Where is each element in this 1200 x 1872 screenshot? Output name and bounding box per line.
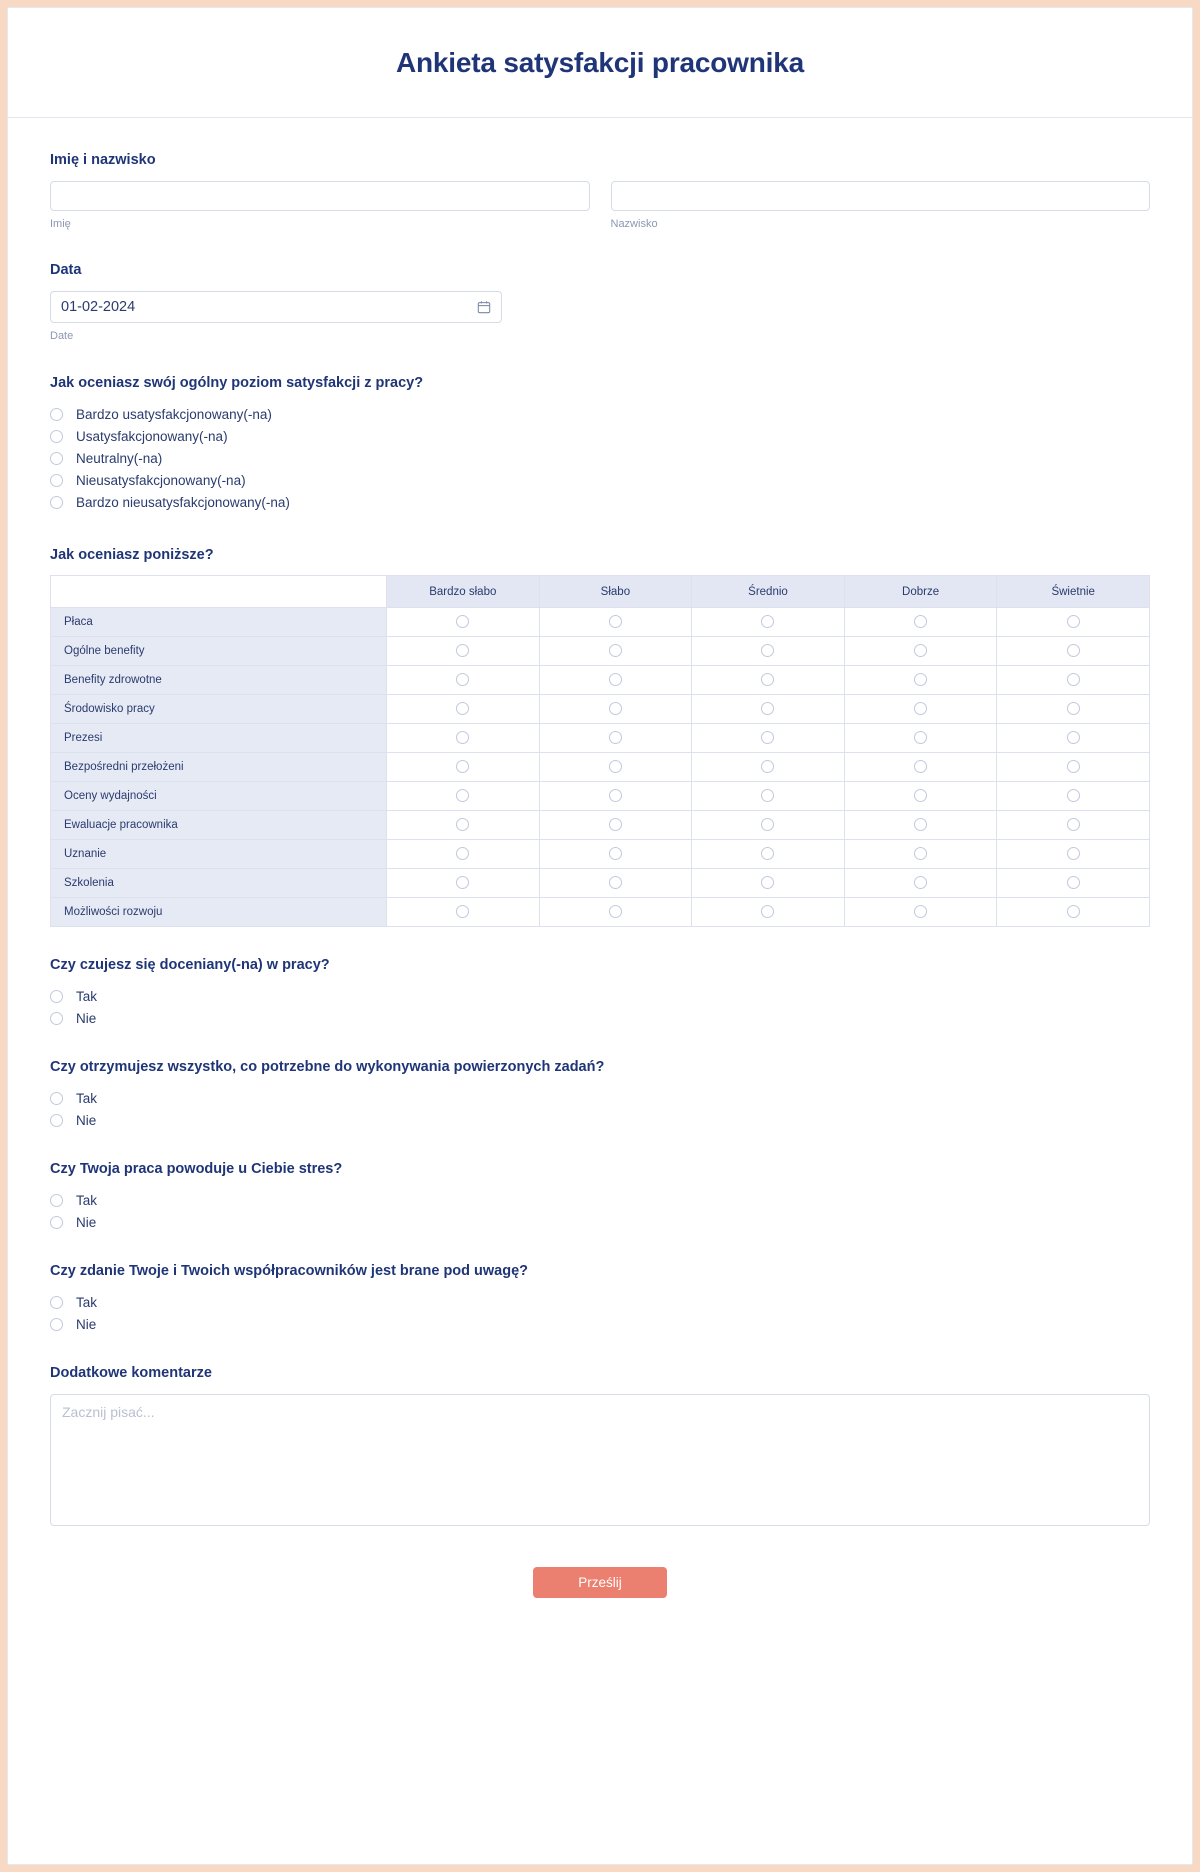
satisfaction-question (50, 375, 1150, 513)
matrix-cell-r7-c1[interactable] (539, 811, 692, 840)
matrix-cell-r3-c2[interactable] (692, 695, 845, 724)
submit-button[interactable]: Prześlij (533, 1567, 667, 1598)
matrix-cell-r8-c2[interactable] (692, 840, 845, 869)
yesno-option-label: Tak (76, 1294, 98, 1310)
matrix-cell-r2-c4[interactable] (997, 666, 1150, 695)
radio-icon[interactable] (914, 847, 927, 860)
radio-icon[interactable] (609, 644, 622, 657)
radio-icon[interactable] (914, 615, 927, 628)
radio-icon[interactable] (456, 673, 469, 686)
radio-icon[interactable] (1067, 847, 1080, 860)
matrix-cell-r6-c0[interactable] (387, 782, 540, 811)
survey-form-card (7, 7, 1193, 1865)
radio-icon[interactable] (914, 644, 927, 657)
calendar-icon[interactable] (477, 300, 491, 314)
matrix-cell-r0-c0[interactable] (387, 608, 540, 637)
matrix-cell-r2-c3[interactable] (844, 666, 997, 695)
matrix-row (51, 666, 1150, 695)
matrix-column-header: Słabo (539, 576, 692, 608)
yesno-questions-container (50, 957, 1150, 1335)
yesno-option-label: Nie (76, 1010, 97, 1026)
last-name-input[interactable] (611, 181, 1151, 211)
radio-icon[interactable] (50, 990, 63, 1003)
yesno-option-label: Nie (76, 1112, 97, 1128)
matrix-row (51, 869, 1150, 898)
matrix-column-header: Bardzo słabo (387, 576, 540, 608)
yesno-option-2-1[interactable] (50, 1211, 1150, 1233)
form-header (8, 8, 1192, 118)
matrix-cell-r0-c2[interactable] (692, 608, 845, 637)
matrix-row-label: Płaca (51, 608, 387, 637)
radio-icon[interactable] (50, 1318, 63, 1331)
matrix-cell-r5-c2[interactable] (692, 753, 845, 782)
matrix-row-label: Ewaluacje pracownika (51, 811, 387, 840)
matrix-cell-r1-c4[interactable] (997, 637, 1150, 666)
matrix-question-title: Jak oceniasz poniższe? (50, 547, 214, 563)
satisfaction-option-label: Nieusatysfakcjonowany(-na) (76, 472, 246, 488)
matrix-cell-r8-c3[interactable] (844, 840, 997, 869)
radio-icon[interactable] (50, 1194, 63, 1207)
matrix-cell-r1-c1[interactable] (539, 637, 692, 666)
matrix-cell-r10-c0[interactable] (387, 898, 540, 927)
radio-icon[interactable] (761, 905, 774, 918)
matrix-cell-r6-c2[interactable] (692, 782, 845, 811)
comments-textarea[interactable] (50, 1394, 1150, 1526)
date-helper: Date (50, 330, 74, 342)
radio-icon[interactable] (456, 760, 469, 773)
satisfaction-option-label: Neutralny(-na) (76, 450, 163, 466)
radio-icon[interactable] (456, 644, 469, 657)
matrix-cell-r7-c2[interactable] (692, 811, 845, 840)
matrix-cell-r7-c4[interactable] (997, 811, 1150, 840)
matrix-cell-r10-c1[interactable] (539, 898, 692, 927)
name-section-label: Imię i nazwisko (50, 152, 156, 168)
matrix-cell-r9-c1[interactable] (539, 869, 692, 898)
radio-icon[interactable] (609, 847, 622, 860)
matrix-cell-r4-c2[interactable] (692, 724, 845, 753)
radio-icon[interactable] (456, 702, 469, 715)
matrix-header-row (51, 576, 1150, 608)
radio-icon[interactable] (609, 673, 622, 686)
date-input[interactable] (50, 291, 502, 323)
radio-icon[interactable] (1067, 876, 1080, 889)
matrix-cell-r10-c2[interactable] (692, 898, 845, 927)
matrix-cell-r2-c0[interactable] (387, 666, 540, 695)
date-section (50, 262, 1150, 342)
matrix-row (51, 637, 1150, 666)
radio-icon[interactable] (609, 789, 622, 802)
first-name-input[interactable] (50, 181, 590, 211)
radio-icon[interactable] (50, 1012, 63, 1025)
matrix-row-label: Ogólne benefity (51, 637, 387, 666)
matrix-cell-r8-c0[interactable] (387, 840, 540, 869)
satisfaction-option-3[interactable] (50, 469, 1150, 491)
matrix-row-label: Szkolenia (51, 869, 387, 898)
rating-matrix-table (50, 575, 1150, 927)
radio-icon[interactable] (914, 876, 927, 889)
matrix-column-header: Średnio (692, 576, 845, 608)
radio-icon[interactable] (1067, 673, 1080, 686)
name-inputs-row (50, 181, 1150, 230)
yesno-option-0-1[interactable] (50, 1007, 1150, 1029)
matrix-cell-r7-c3[interactable] (844, 811, 997, 840)
radio-icon[interactable] (761, 818, 774, 831)
radio-icon[interactable] (609, 702, 622, 715)
radio-icon[interactable] (914, 818, 927, 831)
radio-icon[interactable] (50, 1296, 63, 1309)
radio-icon[interactable] (914, 760, 927, 773)
comments-section (50, 1365, 1150, 1531)
matrix-cell-r10-c4[interactable] (997, 898, 1150, 927)
matrix-row-label: Prezesi (51, 724, 387, 753)
radio-icon[interactable] (609, 760, 622, 773)
matrix-cell-r2-c2[interactable] (692, 666, 845, 695)
yesno-option-label: Nie (76, 1214, 97, 1230)
radio-icon[interactable] (761, 789, 774, 802)
yesno-question-1 (50, 1059, 1150, 1131)
radio-icon[interactable] (761, 702, 774, 715)
matrix-cell-r3-c3[interactable] (844, 695, 997, 724)
yesno-option-3-0[interactable] (50, 1291, 1150, 1313)
matrix-cell-r8-c4[interactable] (997, 840, 1150, 869)
matrix-row (51, 608, 1150, 637)
radio-icon[interactable] (609, 731, 622, 744)
satisfaction-question-title: Jak oceniasz swój ogólny poziom satysfakcji z pracy? (50, 375, 424, 391)
yesno-question-3 (50, 1263, 1150, 1335)
matrix-row-label: Środowisko pracy (51, 695, 387, 724)
matrix-row-label: Benefity zdrowotne (51, 666, 387, 695)
page-title: Ankieta satysfakcji pracownika (396, 46, 804, 78)
yesno-question-title: Czy otrzymujesz wszystko, co potrzebne do wykonywania powierzonych zadań? (50, 1059, 605, 1075)
yesno-question-title: Czy czujesz się doceniany(-na) w pracy? (50, 957, 330, 973)
radio-icon[interactable] (456, 789, 469, 802)
first-name-helper: Imię (50, 218, 71, 230)
last-name-group (611, 181, 1151, 230)
yesno-option-label: Tak (76, 1090, 98, 1106)
submit-row (50, 1567, 1150, 1598)
radio-icon[interactable] (456, 731, 469, 744)
radio-icon[interactable] (761, 847, 774, 860)
matrix-cell-r5-c0[interactable] (387, 753, 540, 782)
comments-label: Dodatkowe komentarze (50, 1365, 212, 1381)
radio-icon[interactable] (761, 760, 774, 773)
matrix-cell-r4-c0[interactable] (387, 724, 540, 753)
yesno-option-3-1[interactable] (50, 1313, 1150, 1335)
matrix-cell-r9-c3[interactable] (844, 869, 997, 898)
matrix-cell-r5-c3[interactable] (844, 753, 997, 782)
radio-icon[interactable] (1067, 818, 1080, 831)
matrix-cell-r0-c3[interactable] (844, 608, 997, 637)
matrix-cell-r9-c2[interactable] (692, 869, 845, 898)
radio-icon[interactable] (1067, 702, 1080, 715)
matrix-row-label: Uznanie (51, 840, 387, 869)
radio-icon[interactable] (761, 615, 774, 628)
matrix-cell-r10-c3[interactable] (844, 898, 997, 927)
satisfaction-option-0[interactable] (50, 403, 1150, 425)
radio-icon[interactable] (1067, 615, 1080, 628)
radio-icon[interactable] (761, 644, 774, 657)
matrix-row (51, 898, 1150, 927)
matrix-cell-r5-c4[interactable] (997, 753, 1150, 782)
matrix-cell-r1-c0[interactable] (387, 637, 540, 666)
radio-icon[interactable] (1067, 789, 1080, 802)
yesno-option-label: Nie (76, 1316, 97, 1332)
radio-icon[interactable] (456, 818, 469, 831)
yesno-question-title: Czy Twoja praca powoduje u Ciebie stres? (50, 1161, 343, 1177)
radio-icon[interactable] (50, 1216, 63, 1229)
matrix-cell-r0-c4[interactable] (997, 608, 1150, 637)
matrix-row (51, 811, 1150, 840)
matrix-cell-r2-c1[interactable] (539, 666, 692, 695)
radio-icon[interactable] (50, 408, 63, 421)
matrix-row (51, 724, 1150, 753)
matrix-cell-r5-c1[interactable] (539, 753, 692, 782)
matrix-cell-r9-c0[interactable] (387, 869, 540, 898)
date-section-label: Data (50, 262, 82, 278)
radio-icon[interactable] (609, 818, 622, 831)
yesno-question-2 (50, 1161, 1150, 1233)
yesno-option-2-0[interactable] (50, 1189, 1150, 1211)
radio-icon[interactable] (1067, 760, 1080, 773)
matrix-column-header: Dobrze (844, 576, 997, 608)
yesno-option-1-0[interactable] (50, 1087, 1150, 1109)
yesno-option-label: Tak (76, 1192, 98, 1208)
radio-icon[interactable] (1067, 731, 1080, 744)
matrix-cell-r7-c0[interactable] (387, 811, 540, 840)
yesno-option-0-0[interactable] (50, 985, 1150, 1007)
form-body (8, 118, 1192, 1598)
matrix-cell-r0-c1[interactable] (539, 608, 692, 637)
radio-icon[interactable] (914, 789, 927, 802)
matrix-corner-cell (51, 576, 387, 608)
date-input-wrapper (50, 291, 502, 323)
radio-icon[interactable] (456, 847, 469, 860)
radio-icon[interactable] (761, 876, 774, 889)
matrix-question (50, 547, 1150, 927)
radio-icon[interactable] (761, 673, 774, 686)
radio-icon[interactable] (914, 673, 927, 686)
radio-icon[interactable] (50, 1092, 63, 1105)
matrix-cell-r8-c1[interactable] (539, 840, 692, 869)
matrix-cell-r4-c3[interactable] (844, 724, 997, 753)
radio-icon[interactable] (1067, 644, 1080, 657)
radio-icon[interactable] (914, 731, 927, 744)
satisfaction-option-4[interactable] (50, 491, 1150, 513)
satisfaction-option-1[interactable] (50, 425, 1150, 447)
matrix-column-header: Świetnie (997, 576, 1150, 608)
matrix-cell-r6-c1[interactable] (539, 782, 692, 811)
matrix-row (51, 840, 1150, 869)
matrix-body (51, 608, 1150, 927)
satisfaction-option-label: Bardzo nieusatysfakcjonowany(-na) (76, 494, 290, 510)
radio-icon[interactable] (50, 474, 63, 487)
matrix-cell-r3-c0[interactable] (387, 695, 540, 724)
radio-icon[interactable] (761, 731, 774, 744)
yesno-option-label: Tak (76, 988, 98, 1004)
matrix-cell-r1-c3[interactable] (844, 637, 997, 666)
matrix-cell-r3-c1[interactable] (539, 695, 692, 724)
yesno-question-title: Czy zdanie Twoje i Twoich współpracowników jest brane pod uwagę? (50, 1263, 529, 1279)
matrix-cell-r9-c4[interactable] (997, 869, 1150, 898)
matrix-row (51, 695, 1150, 724)
satisfaction-option-label: Bardzo usatysfakcjonowany(-na) (76, 406, 272, 422)
radio-icon[interactable] (50, 430, 63, 443)
matrix-cell-r4-c4[interactable] (997, 724, 1150, 753)
radio-icon[interactable] (609, 876, 622, 889)
matrix-row-label: Oceny wydajności (51, 782, 387, 811)
matrix-cell-r6-c4[interactable] (997, 782, 1150, 811)
radio-icon[interactable] (456, 615, 469, 628)
yesno-option-1-1[interactable] (50, 1109, 1150, 1131)
radio-icon[interactable] (609, 905, 622, 918)
radio-icon[interactable] (914, 702, 927, 715)
radio-icon[interactable] (609, 615, 622, 628)
matrix-cell-r6-c3[interactable] (844, 782, 997, 811)
radio-icon[interactable] (50, 496, 63, 509)
satisfaction-option-2[interactable] (50, 447, 1150, 469)
matrix-row (51, 782, 1150, 811)
matrix-row (51, 753, 1150, 782)
radio-icon[interactable] (456, 905, 469, 918)
last-name-helper: Nazwisko (610, 218, 658, 230)
satisfaction-option-label: Usatysfakcjonowany(-na) (76, 428, 228, 444)
radio-icon[interactable] (456, 876, 469, 889)
matrix-row-label: Możliwości rozwoju (51, 898, 387, 927)
matrix-cell-r3-c4[interactable] (997, 695, 1150, 724)
radio-icon[interactable] (1067, 905, 1080, 918)
matrix-cell-r4-c1[interactable] (539, 724, 692, 753)
name-section (50, 152, 1150, 230)
matrix-cell-r1-c2[interactable] (692, 637, 845, 666)
yesno-question-0 (50, 957, 1150, 1029)
radio-icon[interactable] (50, 1114, 63, 1127)
radio-icon[interactable] (50, 452, 63, 465)
first-name-group (50, 181, 590, 230)
radio-icon[interactable] (914, 905, 927, 918)
matrix-row-label: Bezpośredni przełożeni (51, 753, 387, 782)
